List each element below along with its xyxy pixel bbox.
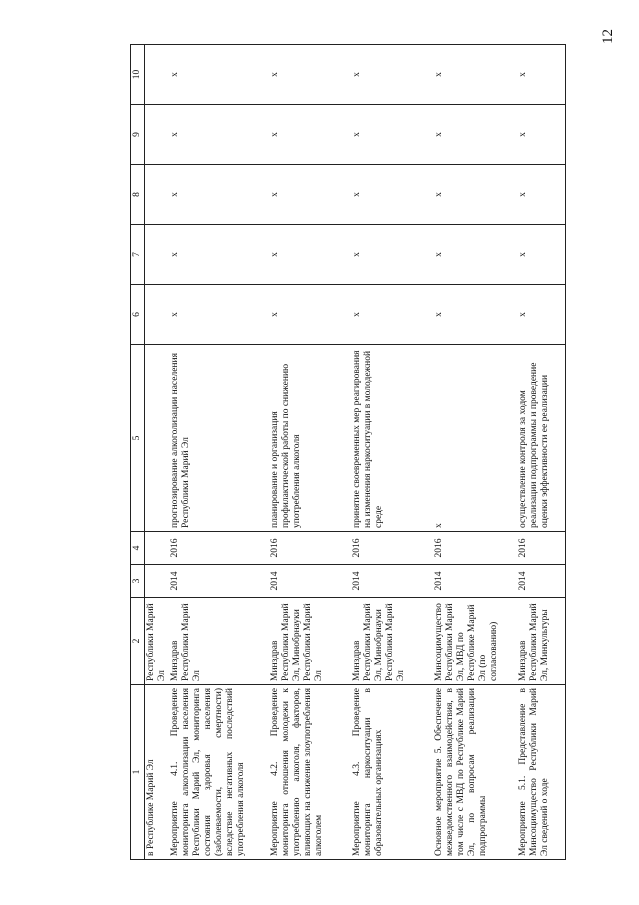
activity-cell: Мероприятие 5.1. Представление в Минсоцимущество Республики Марий Эл сведений о ходе xyxy=(517,685,565,860)
mark-cell xyxy=(145,165,170,225)
mark-cell: х xyxy=(517,165,565,225)
mark-cell: х xyxy=(517,45,565,105)
mark-cell: х xyxy=(269,165,351,225)
mark-cell: х xyxy=(269,285,351,345)
mark-cell: х xyxy=(169,285,269,345)
mark-cell xyxy=(145,285,170,345)
mark-cell: х xyxy=(351,105,433,165)
mark-cell: х xyxy=(433,285,517,345)
end-year-cell: 2016 xyxy=(269,532,351,565)
activity-cell: Мероприятие 4.1. Проведение мониторинга алкоголизации населения Республики Марий Эл, мониторинга состояния здоровья населения (заболеваемости, смертности) вследствие негативных последствий употребления алкоголя xyxy=(169,685,269,860)
column-number-row xyxy=(131,45,145,860)
mark-cell: х xyxy=(351,45,433,105)
table-row xyxy=(433,45,517,860)
table-row xyxy=(269,45,351,860)
mark-cell: х xyxy=(169,165,269,225)
mark-cell: х xyxy=(269,45,351,105)
end-year-cell: 2016 xyxy=(433,532,517,565)
executor-cell: Минздрав Республики Марий Эл, Минкультуры xyxy=(517,598,565,685)
activity-cell: в Республике Марий Эл xyxy=(145,685,170,860)
table-row xyxy=(517,45,565,860)
mark-cell: х xyxy=(351,285,433,345)
start-year-cell: 2014 xyxy=(351,565,433,598)
column-number: 10 xyxy=(131,45,145,105)
rotated-table-area xyxy=(130,60,610,860)
executor-cell: Минсоцимущество Республики Марий Эл, МВД по Республике Марий Эл (по согласованию) xyxy=(433,598,517,685)
activity-cell: Мероприятие 4.2. Проведение мониторинга отношения молодежи к употреблению алкоголя, факторов, влияющих на снижение злоупотребления алкоголем xyxy=(269,685,351,860)
table-row xyxy=(351,45,433,860)
column-number: 8 xyxy=(131,165,145,225)
result-cell: планирование и организация профилактической работы по снижению употребления алкоголя xyxy=(269,345,351,532)
start-year-cell: 2014 xyxy=(517,565,565,598)
mark-cell: х xyxy=(433,225,517,285)
column-number: 1 xyxy=(131,685,145,860)
activity-cell: Мероприятие 4.3. Проведение мониторинга наркоситуации в образовательных организациях xyxy=(351,685,433,860)
result-cell xyxy=(145,345,170,532)
mark-cell: х xyxy=(517,225,565,285)
end-year-cell: 2016 xyxy=(351,532,433,565)
mark-cell xyxy=(145,225,170,285)
mark-cell: х xyxy=(433,45,517,105)
mark-cell: х xyxy=(269,225,351,285)
end-year-cell: 2016 xyxy=(169,532,269,565)
start-year-cell: 2014 xyxy=(269,565,351,598)
mark-cell xyxy=(145,45,170,105)
result-cell: принятие своевременных мер реагирования на изменения наркоситуации в молодежной среде xyxy=(351,345,433,532)
page-number: 12 xyxy=(600,29,616,44)
mark-cell: х xyxy=(517,105,565,165)
column-number: 9 xyxy=(131,105,145,165)
end-year-cell: 2016 xyxy=(517,532,565,565)
mark-cell: х xyxy=(351,225,433,285)
column-number: 5 xyxy=(131,345,145,532)
executor-cell: Республики Марий Эл xyxy=(145,598,170,685)
executor-cell: Минздрав Республики Марий Эл, Минобрнауки Республики Марий Эл xyxy=(269,598,351,685)
mark-cell: х xyxy=(517,285,565,345)
mark-cell: х xyxy=(169,45,269,105)
end-year-cell xyxy=(145,532,170,565)
executor-cell: Минздрав Республики Марий Эл xyxy=(169,598,269,685)
program-activities-table xyxy=(130,44,566,860)
mark-cell: х xyxy=(351,165,433,225)
mark-cell: х xyxy=(169,225,269,285)
mark-cell xyxy=(145,105,170,165)
result-cell: осуществление контроля за ходом реализации подпрограммы и проведение оценки эффективности ее реализации xyxy=(517,345,565,532)
table-row xyxy=(169,45,269,860)
start-year-cell: 2014 xyxy=(433,565,517,598)
start-year-cell xyxy=(145,565,170,598)
result-cell: х xyxy=(433,345,517,532)
mark-cell: х xyxy=(433,165,517,225)
column-number: 6 xyxy=(131,285,145,345)
mark-cell: х xyxy=(169,105,269,165)
table-row xyxy=(145,45,170,860)
column-number: 4 xyxy=(131,532,145,565)
column-number: 2 xyxy=(131,598,145,685)
column-number: 7 xyxy=(131,225,145,285)
result-cell: прогнозирование алкоголизации населения Республики Марий Эл xyxy=(169,345,269,532)
start-year-cell: 2014 xyxy=(169,565,269,598)
activity-cell: Основное мероприятие 5. Обеспечение межведомственного взаимодействия, в том числе с МВД по Республике Марий Эл, по вопросам реализации подпрограммы xyxy=(433,685,517,860)
column-number: 3 xyxy=(131,565,145,598)
mark-cell: х xyxy=(269,105,351,165)
mark-cell: х xyxy=(433,105,517,165)
executor-cell: Минздрав Республики Марий Эл, Минобрнауки Республики Марий Эл xyxy=(351,598,433,685)
